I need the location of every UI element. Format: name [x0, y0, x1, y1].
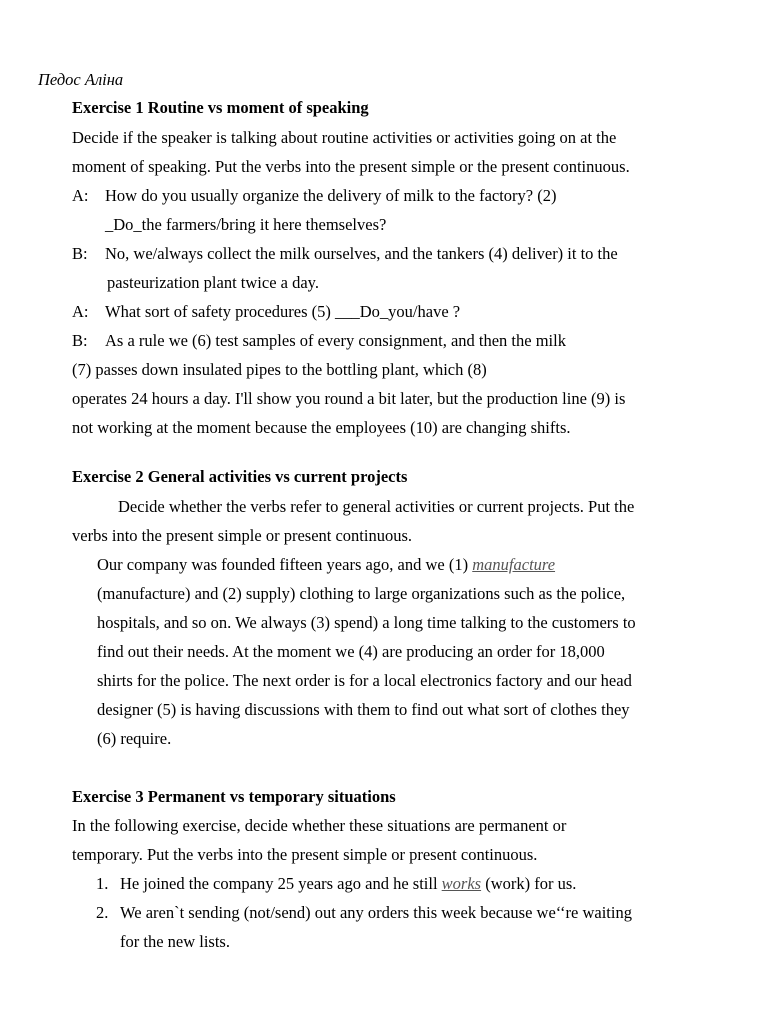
exercise3-intro-line1: In the following exercise, decide whether these situations are permanent or: [72, 816, 567, 835]
dialogue-line-b1-cont: pasteurization plant twice a day.: [107, 273, 319, 292]
exercise2-paragraph-line3: hospitals, and so on. We always (3) spend) a long time talking to the customers to: [97, 613, 636, 632]
speaker-label: A:: [72, 302, 89, 321]
exercise1-intro-line2: moment of speaking. Put the verbs into the present simple or the present continuous.: [72, 157, 630, 176]
item-text: We aren`t sending (not/send) out any orders this week because we‘‘re waiting: [120, 903, 632, 922]
speaker-label: B:: [72, 244, 88, 263]
item-number: 2.: [96, 903, 109, 922]
dialogue-line-a1: [72, 186, 557, 206]
exercise2-paragraph-line6: designer (5) is having discussions with them to find out what sort of clothes they: [97, 700, 630, 719]
answer-text: manufacture: [472, 555, 556, 574]
exercise2-paragraph-line7: (6) require.: [97, 729, 172, 748]
speaker-label: A:: [72, 186, 89, 205]
dialogue-line-b2-cont1: (7) passes down insulated pipes to the bottling plant, which (8): [72, 360, 487, 379]
exercise2-paragraph-line2: (manufacture) and (2) supply) clothing to large organizations such as the police,: [97, 584, 626, 603]
dialogue-line-b2-cont3: not working at the moment because the employees (10) are changing shifts.: [72, 418, 571, 437]
dialogue-line-b2: [72, 331, 566, 351]
dialogue-text: What sort of safety procedures (5) ___Do_you/have ?: [105, 302, 461, 321]
dialogue-line-b2-cont2: operates 24 hours a day. I'll show you round a bit later, but the production line (9) is: [72, 389, 626, 408]
dialogue-line-a2: [72, 302, 460, 322]
exercise1-title: Exercise 1 Routine vs moment of speaking: [72, 98, 369, 117]
dialogue-text: How do you usually organize the delivery of milk to the factory? (2): [105, 186, 557, 205]
exercise3-title: Exercise 3 Permanent vs temporary situations: [72, 787, 396, 806]
speaker-label: B:: [72, 331, 88, 350]
author-name: Педос Аліна: [38, 70, 124, 89]
item-text: He joined the company 25 years ago and he still: [120, 874, 442, 893]
exercise2-intro-line1: Decide whether the verbs refer to general activities or current projects. Put the: [118, 497, 635, 516]
exercise3-item-2-cont: for the new lists.: [120, 932, 230, 951]
exercise2-paragraph-line5: shirts for the police. The next order is for a local electronics factory and our head: [97, 671, 632, 690]
exercise2-paragraph-line1: [97, 555, 555, 575]
item-text: (work) for us.: [481, 874, 577, 893]
item-number: 1.: [96, 874, 109, 893]
exercise3-intro-line2: temporary. Put the verbs into the present simple or present continuous.: [72, 845, 538, 864]
dialogue-line-a1-cont: _Do_the farmers/bring it here themselves?: [105, 215, 387, 234]
exercise3-item-2: [96, 903, 632, 923]
dialogue-line-b1: [72, 244, 618, 264]
exercise3-item-1: [96, 874, 576, 894]
dialogue-text: No, we/always collect the milk ourselves, and the tankers (4) deliver) it to the: [105, 244, 618, 263]
exercise2-title: Exercise 2 General activities vs current projects: [72, 467, 408, 486]
exercise1-intro-line1: Decide if the speaker is talking about routine activities or activities going on at the: [72, 128, 617, 147]
dialogue-text: As a rule we (6) test samples of every consignment, and then the milk: [105, 331, 566, 350]
exercise2-intro-line2: verbs into the present simple or present continuous.: [72, 526, 413, 545]
answer-text: works: [441, 874, 482, 893]
exercise2-paragraph-line4: find out their needs. At the moment we (4) are producing an order for 18,000: [97, 642, 605, 661]
paragraph-text: Our company was founded fifteen years ago, and we (1): [97, 555, 473, 574]
